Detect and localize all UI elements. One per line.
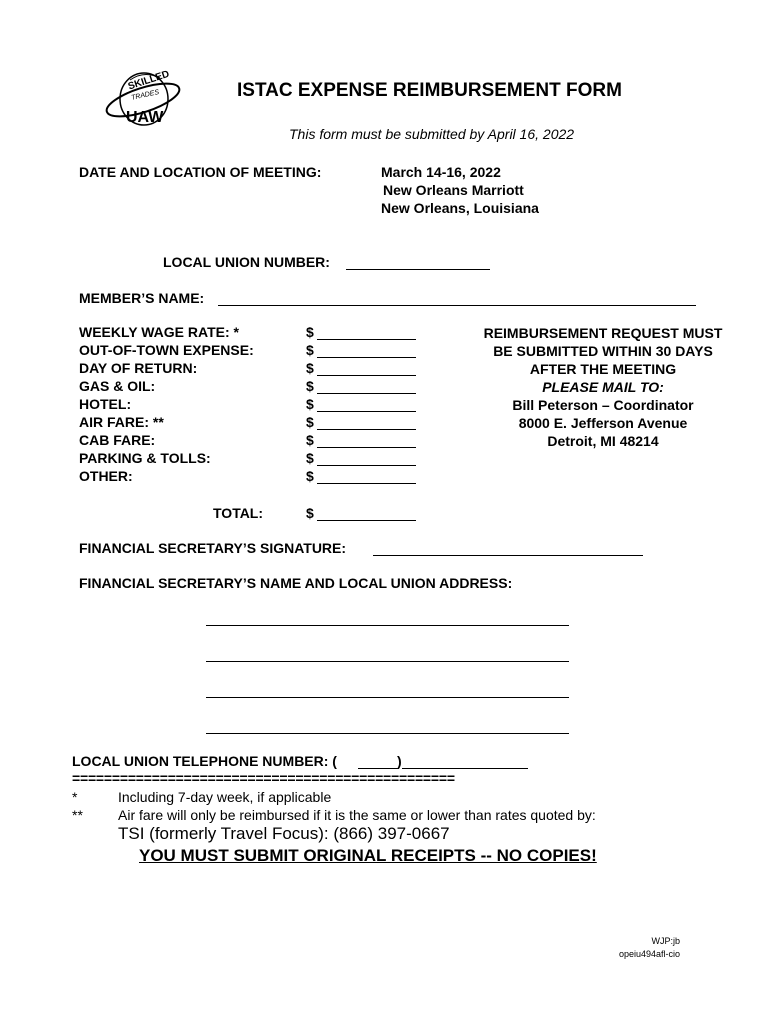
reimbursement-line-2: BE SUBMITTED WITHIN 30 DAYS	[493, 343, 713, 359]
financial-secretary-signature-label: FINANCIAL SECRETARY’S SIGNATURE:	[79, 540, 347, 556]
separator: ================================================	[72, 770, 455, 786]
hotel-amount-field[interactable]	[317, 411, 416, 412]
day-of-return-amount-field[interactable]	[317, 375, 416, 376]
telephone-number-field[interactable]	[402, 768, 528, 769]
dollar-sign: $	[306, 414, 314, 430]
expense-label-air-fare: AIR FARE: **	[79, 414, 164, 430]
out-of-town-amount-field[interactable]	[317, 357, 416, 358]
local-union-number-label: LOCAL UNION NUMBER:	[163, 254, 330, 270]
expense-label-parking-tolls: PARKING & TOLLS:	[79, 450, 211, 466]
weekly-wage-amount-field[interactable]	[317, 339, 416, 340]
dollar-sign: $	[306, 432, 314, 448]
dollar-sign: $	[306, 468, 314, 484]
logo-top-text: SKILLED	[126, 68, 171, 93]
gas-oil-amount-field[interactable]	[317, 393, 416, 394]
address-line-2-field[interactable]	[206, 661, 569, 662]
form-title: ISTAC EXPENSE REIMBURSEMENT FORM	[237, 80, 622, 101]
meeting-date: March 14-16, 2022	[381, 164, 501, 180]
cab-fare-amount-field[interactable]	[317, 447, 416, 448]
address-line-4-field[interactable]	[206, 733, 569, 734]
parking-tolls-amount-field[interactable]	[317, 465, 416, 466]
reimbursement-instructions	[474, 324, 732, 450]
meeting-venue: New Orleans Marriott	[383, 182, 524, 198]
financial-secretary-name-address-label: FINANCIAL SECRETARY’S NAME AND LOCAL UNION ADDRESS:	[79, 575, 513, 591]
logo-bottom-text: UAW	[126, 109, 164, 126]
travel-agency-info: TSI (formerly Travel Focus): (866) 397-0667	[118, 824, 450, 843]
dollar-sign: $	[306, 360, 314, 376]
mail-contact: Bill Peterson – Coordinator	[512, 397, 694, 413]
mail-street: 8000 E. Jefferson Avenue	[518, 415, 688, 431]
footer-initials: WJP:jb	[651, 936, 680, 946]
reimbursement-line-1: REIMBURSEMENT REQUEST MUST	[483, 325, 723, 341]
dollar-sign: $	[306, 450, 314, 466]
dollar-sign: $	[306, 324, 314, 340]
meeting-label: DATE AND LOCATION OF MEETING:	[79, 164, 322, 180]
mail-city: Detroit, MI 48214	[547, 433, 659, 449]
footnote-mark-2: **	[72, 807, 83, 823]
expense-label-gas-oil: GAS & OIL:	[79, 378, 156, 394]
total-label: TOTAL:	[213, 505, 264, 521]
member-name-label: MEMBER’S NAME:	[79, 290, 205, 306]
uaw-skilled-trades-logo	[100, 66, 190, 132]
address-line-3-field[interactable]	[206, 697, 569, 698]
total-amount-field[interactable]	[317, 520, 416, 521]
footnote-text-2: Air fare will only be reimbursed if it is the same or lower than rates quoted by:	[118, 807, 596, 823]
expense-label-out-of-town: OUT-OF-TOWN EXPENSE:	[79, 342, 254, 358]
local-union-number-field[interactable]	[346, 269, 490, 270]
dollar-sign: $	[306, 505, 314, 521]
expense-label-cab-fare: CAB FARE:	[79, 432, 156, 448]
expense-label-day-of-return: DAY OF RETURN:	[79, 360, 198, 376]
expense-label-hotel: HOTEL:	[79, 396, 132, 412]
member-name-field[interactable]	[218, 305, 696, 306]
footnote-mark-1: *	[72, 789, 78, 805]
meeting-city: New Orleans, Louisiana	[381, 200, 539, 216]
dollar-sign: $	[306, 378, 314, 394]
form-subtitle: This form must be submitted by April 16, 2022	[289, 126, 575, 142]
air-fare-amount-field[interactable]	[317, 429, 416, 430]
dollar-sign: $	[306, 342, 314, 358]
expense-label-other: OTHER:	[79, 468, 133, 484]
telephone-paren-close: )	[397, 753, 402, 769]
telephone-area-code-field[interactable]	[358, 768, 398, 769]
mail-to-label: PLEASE MAIL TO:	[542, 379, 664, 395]
other-amount-field[interactable]	[317, 483, 416, 484]
telephone-label: LOCAL UNION TELEPHONE NUMBER: (	[72, 753, 337, 769]
logo-mid-text: TRADES	[130, 89, 160, 102]
dollar-sign: $	[306, 396, 314, 412]
reimbursement-line-3: AFTER THE MEETING	[529, 361, 677, 377]
receipts-notice: YOU MUST SUBMIT ORIGINAL RECEIPTS -- NO COPIES!	[139, 846, 597, 865]
footer-union-code: opeiu494afl-cio	[618, 949, 680, 959]
footnote-text-1: Including 7-day week, if applicable	[118, 789, 332, 805]
expense-label-weekly-wage: WEEKLY WAGE RATE: *	[79, 324, 239, 340]
financial-secretary-signature-field[interactable]	[373, 555, 643, 556]
address-line-1-field[interactable]	[206, 625, 569, 626]
